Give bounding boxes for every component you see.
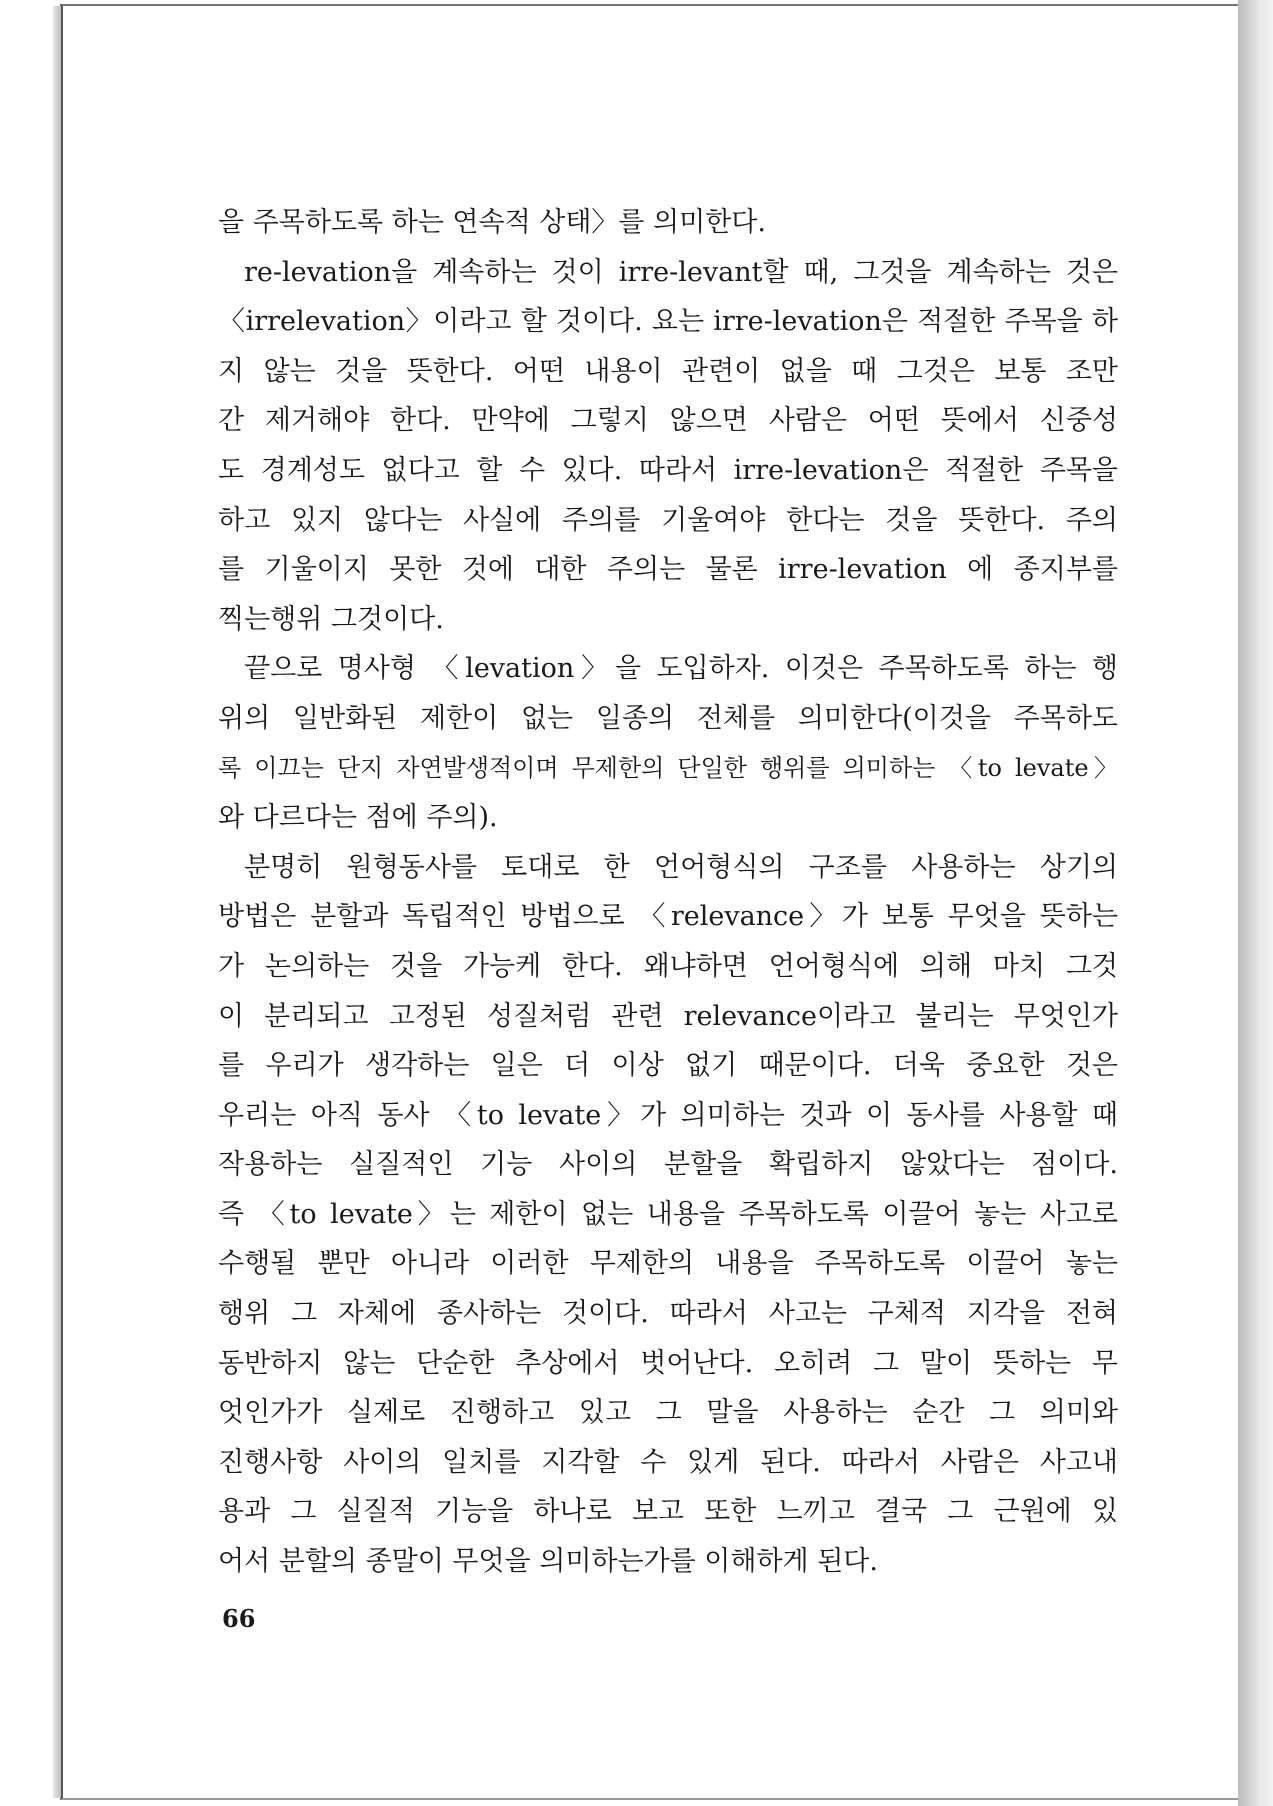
text-line: 끝으로 명사형 〈levation〉을 도입하자. 이것은 주목하도록 하는 행 (244, 653, 1118, 685)
text-line: 동반하지 않는 단순한 추상에서 벗어난다. 오히려 그 말이 뜻하는 무 (218, 1347, 1118, 1379)
page-number: 66 (222, 1604, 256, 1633)
text-line: 를 기울이지 못한 것에 대한 주의는 물론 irre-levation 에 종지부를 (218, 554, 1118, 586)
text-line: 분명히 원형동사를 토대로 한 언어형식의 구조를 사용하는 상기의 (244, 851, 1118, 883)
text-line: 행위 그 자체에 종사하는 것이다. 따라서 사고는 구체적 지각을 전혀 (218, 1298, 1118, 1330)
body-text (218, 198, 1118, 1587)
text-line: 가 논의하는 것을 가능케 한다. 왜냐하면 언어형식에 의해 마치 그것 (218, 950, 1118, 982)
text-line: 위의 일반화된 제한이 없는 일종의 전체를 의미한다(이것을 주목하도 (218, 702, 1118, 734)
text-line: 찍는행위 그것이다. (218, 603, 444, 635)
text-line: 수행될 뿐만 아니라 이러한 무제한의 내용을 주목하도록 이끌어 놓는 (218, 1248, 1118, 1280)
text-line: 진행사항 사이의 일치를 지각할 수 있게 된다. 따라서 사람은 사고내 (218, 1446, 1118, 1478)
text-line: 를 우리가 생각하는 일은 더 이상 없기 때문이다. 더욱 중요한 것은 (218, 1050, 1118, 1082)
text-line: 하고 있지 않다는 사실에 주의를 기울여야 한다는 것을 뜻한다. 주의 (218, 504, 1118, 536)
text-line: 간 제거해야 한다. 만약에 그렇지 않으면 사람은 어떤 뜻에서 신중성 (218, 405, 1118, 437)
text-line: 작용하는 실질적인 기능 사이의 분할을 확립하지 않았다는 점이다. (218, 1149, 1118, 1181)
text-line: 즉 〈to levate〉는 제한이 없는 내용을 주목하도록 이끌어 놓는 사고로 (218, 1198, 1118, 1230)
text-line: 이 분리되고 고정된 성질처럼 관련 relevance이라고 불리는 무엇인가 (218, 1000, 1118, 1032)
text-line: 엇인가가 실제로 진행하고 있고 그 말을 사용하는 순간 그 의미와 (218, 1397, 1118, 1429)
text-line: 록 이끄는 단지 자연발생적이며 무제한의 단일한 행위를 의미하는 〈to levate〉 (218, 753, 1118, 782)
text-line: 을 주목하도록 하는 연속적 상태〉를 의미한다. (218, 207, 766, 238)
text-line: re-levation을 계속하는 것이 irre-levant할 때, 그것을 계속하는 것은 (244, 256, 1118, 288)
text-line: 어서 분할의 종말이 무엇을 의미하는가를 이해하게 된다. (218, 1546, 878, 1578)
text-line: 지 않는 것을 뜻한다. 어떤 내용이 관련이 없을 때 그것은 보통 조만 (218, 355, 1118, 387)
text-line: 와 다르다는 점에 주의). (218, 802, 498, 834)
text-line: 방법은 분할과 독립적인 방법으로 〈relevance〉가 보통 무엇을 뜻하는 (218, 901, 1118, 933)
page-edge-shadow (1238, 0, 1273, 1806)
text-line: 우리는 아직 동사 〈to levate〉가 의미하는 것과 이 동사를 사용할 때 (218, 1099, 1118, 1131)
text-line: 도 경계성도 없다고 할 수 있다. 따라서 irre-levation은 적절한 주목을 (218, 454, 1118, 486)
text-line: 용과 그 실질적 기능을 하나로 보고 또한 느끼고 결국 그 근원에 있 (218, 1496, 1118, 1528)
text-line: 〈irrelevation〉이라고 할 것이다. 요는 irre-levation은 적절한 주목을 하 (218, 306, 1118, 338)
